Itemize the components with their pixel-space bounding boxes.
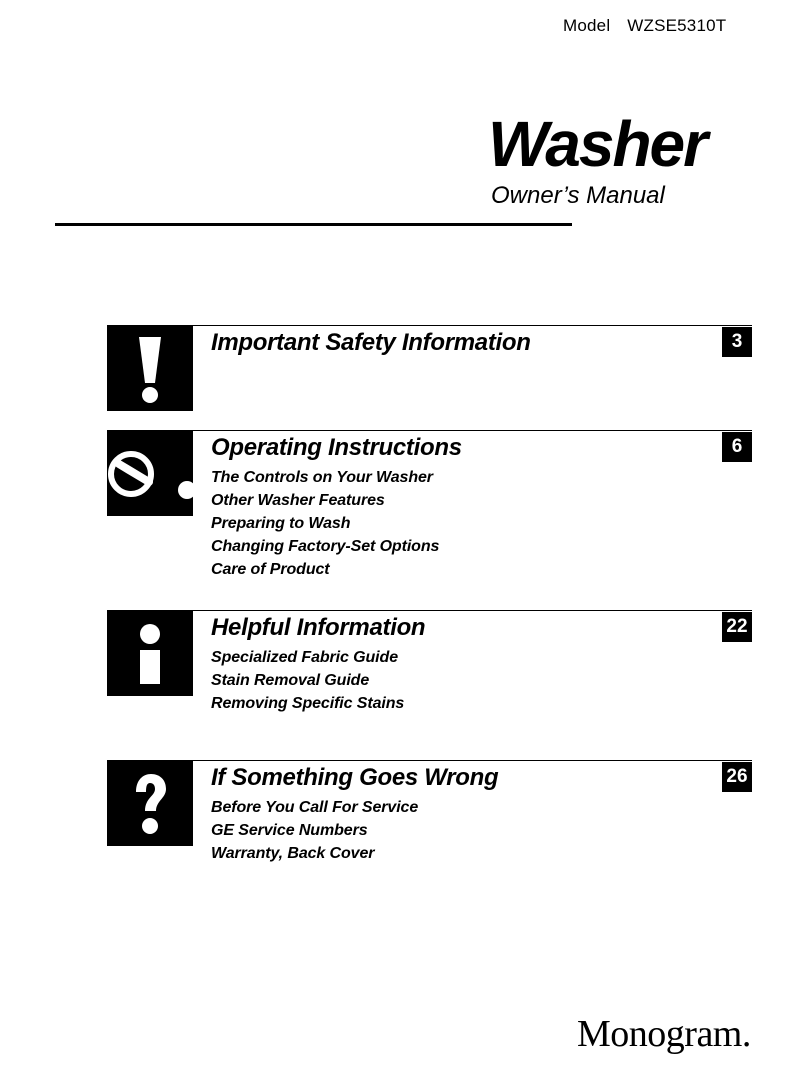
model-number: WZSE5310T — [627, 16, 727, 35]
title-divider — [55, 223, 572, 226]
subtopic-item[interactable]: The Controls on Your Washer — [211, 469, 433, 486]
control-knob-icon — [107, 430, 193, 516]
brand-logo: Monogram. — [577, 1013, 751, 1055]
subtopic-item[interactable]: Specialized Fabric Guide — [211, 649, 398, 666]
model-line — [563, 16, 726, 36]
section-rule — [193, 430, 752, 431]
section-title[interactable]: If Something Goes Wrong — [211, 764, 499, 791]
toc-section-operating — [107, 430, 752, 580]
page-number-badge[interactable]: 22 — [722, 612, 752, 642]
subtopic-item[interactable]: Changing Factory-Set Options — [211, 538, 440, 555]
section-rule — [193, 760, 752, 761]
toc-section-troubleshooting — [107, 760, 752, 870]
toc-section-safety — [107, 325, 752, 415]
section-rule — [193, 325, 752, 326]
section-title[interactable]: Helpful Information — [211, 614, 426, 641]
subtopic-item[interactable]: Warranty, Back Cover — [211, 845, 375, 862]
info-icon — [107, 610, 193, 696]
document-subtitle: Owner’s Manual — [491, 182, 665, 209]
document-title: Washer — [488, 108, 707, 180]
section-title[interactable]: Operating Instructions — [211, 434, 462, 461]
subtopic-list — [211, 646, 404, 715]
subtopic-item[interactable]: Before You Call For Service — [211, 799, 419, 816]
page-number-badge[interactable]: 26 — [722, 762, 752, 792]
subtopic-item[interactable]: Stain Removal Guide — [211, 672, 370, 689]
subtopic-list — [211, 796, 418, 865]
section-rule — [193, 610, 752, 611]
page-number-badge[interactable]: 3 — [722, 327, 752, 357]
exclamation-icon — [107, 325, 193, 411]
subtopic-item[interactable]: Removing Specific Stains — [211, 695, 405, 712]
question-icon — [107, 760, 193, 846]
subtopic-item[interactable]: Other Washer Features — [211, 492, 385, 509]
subtopic-item[interactable]: Preparing to Wash — [211, 515, 351, 532]
subtopic-item[interactable]: GE Service Numbers — [211, 822, 368, 839]
page-number-badge[interactable]: 6 — [722, 432, 752, 462]
model-label: Model — [563, 16, 611, 35]
section-title[interactable]: Important Safety Information — [211, 329, 531, 356]
toc-section-helpful — [107, 610, 752, 720]
subtopic-list — [211, 466, 439, 581]
subtopic-item[interactable]: Care of Product — [211, 561, 330, 578]
